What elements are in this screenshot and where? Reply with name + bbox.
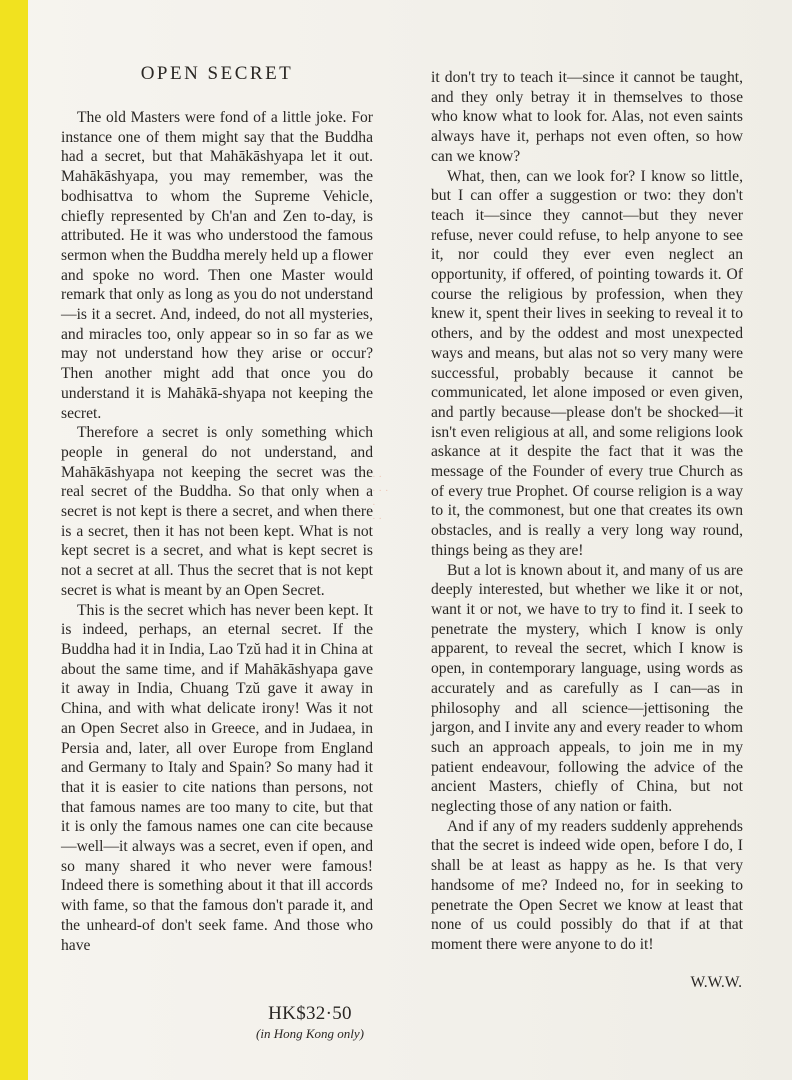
faint-stamp-mark: · · · · · · · · bbox=[372, 471, 389, 525]
paragraph: The old Masters were fond of a little joke. For instance one of them might say that the Buddha had a secret, but that Mahākāshyapa let it out. Mahākāshyapa, you may remember, was the bodhisattva to whom the Supreme Vehicle, chiefly represented by Ch'an and Zen to-day, is attributed. He it was who understood the famous sermon when the Buddha merely held up a flower and spoke no word. Then one Master would remark that only as long as you do not understand—is it a secret. And, indeed, do not all mysteries, and miracles too, only appear so in so far as we may not understand how they arise or occur? Then another might add that once you do understand it is Mahākā-shyapa not keeping the secret. bbox=[61, 109, 373, 422]
price-note: (in Hong Kong only) bbox=[256, 1026, 364, 1041]
paragraph: This is the secret which has never been kept. It is indeed, perhaps, an eternal secret. If the Buddha had it in India, Lao Tzŭ had it in China at about the same time, and if Mahākāshyapa gave it away in India, Chuang Tzŭ gave it away in China, and with what delicate irony! Was it not an Open Secret also in Greece, and in Judaea, in Persia and, later, all over Europe from England and Germany to Italy and Spain? So many had it that it is easier to cite nations than persons, not that famous names are too many to cite, but that it is only the famous names one can cite because—well—it always was a secret, even if open, and so many shared it who never were famous! Indeed there is something about it that ill accords with fame, so that the famous don't parade it, and the unheard-of don't seek fame. And those who have bbox=[61, 601, 373, 954]
paragraph: And if any of my readers suddenly apprehends that the secret is indeed wide open, before I do, I shall be at least as happy as he. Is that very handsome of me? Indeed no, for in seeking to penetrate the Open Secret we know at least that none of us could possibly do that if at that moment there were anyone to do it! bbox=[431, 817, 743, 953]
paragraph: But a lot is known about it, and many of us are deeply interested, but whether we like it or not, want it or not, we have to try to find it. I seek to penetrate the mystery, which I know is only apparent, to reveal the secret, which I know is open, in contemporary language, using words as accurately and as carefully as I can—as in philosophy and all science—jettisoning the jargon, and I invite any and every reader to whom such an approach appeals, to join me in my patient endeavour, following the advice of the ancient Masters, chiefly of China, but not neglecting those of any nation or faith. bbox=[431, 561, 743, 816]
price-label: HK$32·50 bbox=[268, 1003, 352, 1024]
page-title: OPEN SECRET bbox=[140, 63, 294, 84]
paragraph: What, then, can we look for? I know so little, but I can offer a suggestion or two: they don't teach it—since they cannot—but they never refuse, never could refuse, to help anyone to see it, nor could they ever even neglect an opportunity, if offered, of pointing towards it. Of course the religious by profession, when they knew it, spent their lives in seeking to reveal it to others, and by the oddest and most unexpected ways and means, but alas not so very many were successful, probably because it cannot be communicated, let alone imposed or even given, and partly because—please don't be shocked—it isn't even religious at all, and some religions look askance at it despite the fact that it was the message of the Founder of every true Church as of every true Prophet. Of course religion is a way to it, the commonest, but one that creates its own obstacles, and is really a very long way round, things being as they are! bbox=[431, 167, 743, 559]
author-signature: W.W.W. bbox=[690, 973, 742, 991]
left-column bbox=[61, 62, 373, 955]
right-column bbox=[431, 68, 743, 992]
paragraph: it don't try to teach it—since it cannot be taught, and they only betray it in themselves to those who know what to look for. Alas, not even saints always have it, perhaps not even often, so how can we know? bbox=[431, 69, 743, 165]
yellow-spine-edge bbox=[0, 0, 28, 1080]
paragraph: Therefore a secret is only something which people in general do not understand, and Mahākāshyapa not keeping the secret was the real secret of the Buddha. So that only when a secret is not kept is there a secret, and when there is a secret, then it has not been kept. What is not kept secret is a secret, and what is kept secret is not a secret at all. Thus the secret that is not kept secret is what is meant by an Open Secret. bbox=[61, 424, 373, 599]
